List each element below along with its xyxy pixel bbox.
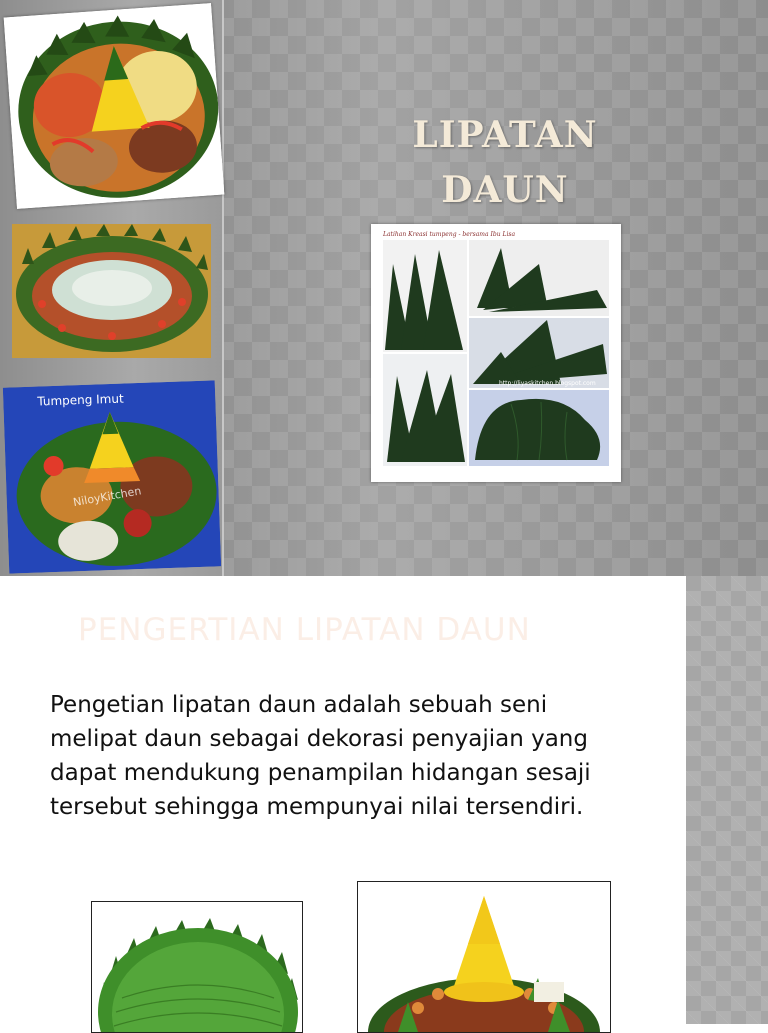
definition-paragraph: Pengetian lipatan daun adalah sebuah seni melipat daun sebagai dekorasi penyajian yang dapat mendukung penampilan hidangan sesaji tersebut sehingga mempunyai nilai tersendiri. bbox=[50, 692, 591, 820]
leaf-folding-collage bbox=[371, 224, 621, 482]
tumpeng-imut-photo bbox=[3, 380, 221, 573]
collage-caption: Latihan Kreasi tumpeng - bersama Ibu Lisa bbox=[383, 231, 516, 238]
right-pattern-strip bbox=[686, 576, 768, 1024]
title-line-2: DAUN bbox=[441, 169, 569, 211]
collage-watermark: http://liyaskitchen.blogspot.com bbox=[499, 380, 596, 387]
banana-leaf-base-photo bbox=[91, 901, 303, 1033]
tumpeng-cone-photo bbox=[357, 881, 611, 1033]
tumpeng-imut-watermark: NiloyKitchen bbox=[72, 484, 143, 510]
leaf-tray-photo bbox=[12, 224, 211, 358]
title-line-1: LIPATAN bbox=[412, 114, 598, 156]
slide-title-text bbox=[360, 108, 650, 218]
slide-heading: PENGERTIAN LIPATAN DAUN bbox=[78, 612, 531, 648]
tumpeng-imut-label: Tumpeng Imut bbox=[37, 391, 124, 409]
slide-definition bbox=[0, 576, 768, 1024]
tumpeng-platter-photo bbox=[4, 3, 225, 209]
